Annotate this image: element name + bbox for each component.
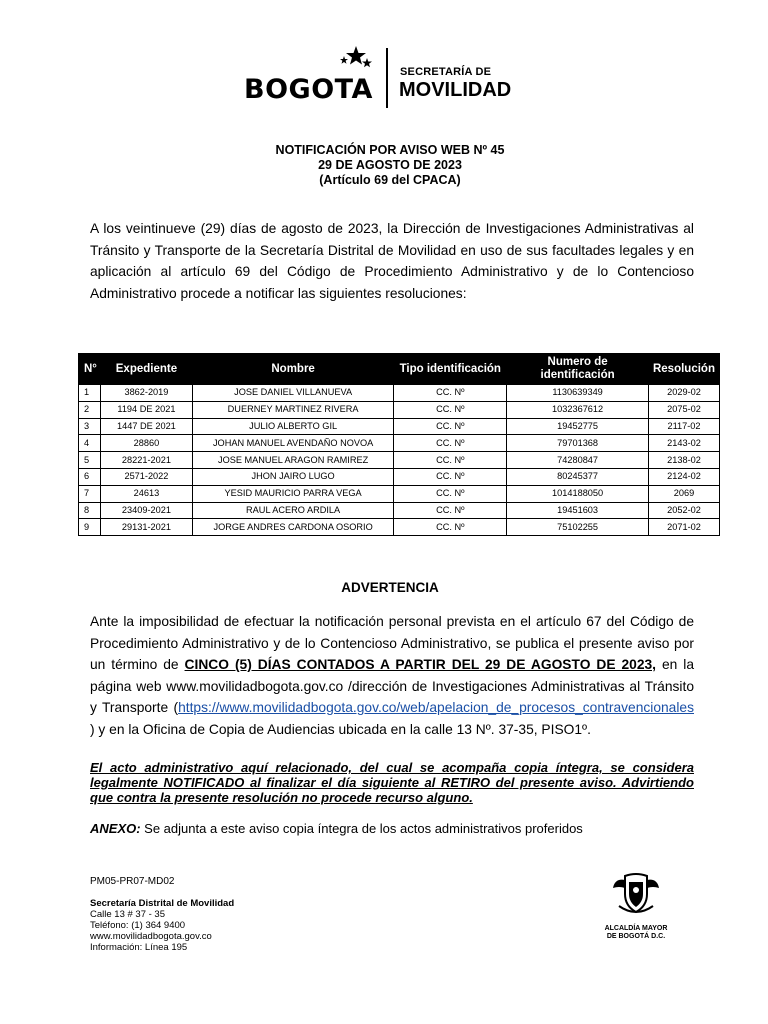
- cell-tipo-identificacion: CC. Nº: [394, 485, 507, 502]
- apelacion-link[interactable]: https://www.movilidadbogota.gov.co/web/apelacion_de_procesos_contravencionales: [178, 700, 694, 715]
- cell-expediente: 1194 DE 2021: [100, 401, 192, 418]
- table-row: [79, 401, 720, 418]
- alcaldia-line-1: ALCALDÍA MAYOR: [604, 925, 668, 932]
- cell-row-number: 8: [79, 502, 101, 519]
- table-row: [79, 485, 720, 502]
- footer-org: Secretaría Distrital de Movilidad: [90, 898, 235, 909]
- cell-resolucion: 2071-02: [648, 519, 719, 536]
- cell-resolucion: 2138-02: [648, 452, 719, 469]
- cell-expediente: 24613: [100, 485, 192, 502]
- advertencia-text-before: Ante la imposibilidad de efectuar la notificación personal prevista en el artículo 67 del Código de Procedimiento Administrativo y de lo Contencioso Administrativo, se publica el presente aviso por un término de: [90, 614, 694, 672]
- cell-numero-identificacion: 19452775: [507, 418, 649, 435]
- header-resolucion: Resolución: [648, 354, 719, 385]
- table-header-row: [79, 354, 720, 385]
- cell-nombre: YESID MAURICIO PARRA VEGA: [192, 485, 393, 502]
- stars-icon: [334, 44, 374, 84]
- cell-tipo-identificacion: CC. Nº: [394, 468, 507, 485]
- table-row: [79, 468, 720, 485]
- header-nombre: Nombre: [192, 354, 393, 385]
- footer-info-line: Información: Línea 195: [90, 942, 188, 953]
- alcaldia-line-2: DE BOGOTÁ D.C.: [606, 933, 666, 940]
- anexo-label: ANEXO:: [90, 821, 141, 836]
- cell-nombre: JHON JAIRO LUGO: [192, 468, 393, 485]
- cell-row-number: 6: [79, 468, 101, 485]
- cell-resolucion: 2143-02: [648, 435, 719, 452]
- cell-resolucion: 2029-02: [648, 385, 719, 402]
- footer-address: Calle 13 # 37 - 35: [90, 909, 165, 920]
- anexo-paragraph: [90, 818, 694, 840]
- table-row: [79, 418, 720, 435]
- cell-row-number: 2: [79, 401, 101, 418]
- logo-movilidad-text: MOVILIDAD: [399, 79, 512, 101]
- header-numero-identificacion: Numero de identificación: [507, 354, 649, 385]
- cell-tipo-identificacion: CC. Nº: [394, 401, 507, 418]
- cell-nombre: JORGE ANDRES CARDONA OSORIO: [192, 519, 393, 536]
- cell-numero-identificacion: 1014188050: [507, 485, 649, 502]
- footer-web: www.movilidadbogota.gov.co: [90, 931, 212, 942]
- table-row: [79, 502, 720, 519]
- cell-resolucion: 2069: [648, 485, 719, 502]
- logo-divider: [386, 48, 388, 108]
- cell-tipo-identificacion: CC. Nº: [394, 519, 507, 536]
- cell-tipo-identificacion: CC. Nº: [394, 435, 507, 452]
- advertencia-highlight: CINCO (5) DÍAS CONTADOS A PARTIR DEL 29 DE AGOSTO DE 2023,: [184, 657, 657, 672]
- table-row: [79, 452, 720, 469]
- document-code: PM05-PR07-MD02: [90, 876, 175, 887]
- title-line-3: (Artículo 69 del CPACA): [319, 173, 461, 187]
- cell-expediente: 2571-2022: [100, 468, 192, 485]
- cell-row-number: 9: [79, 519, 101, 536]
- title-line-1: NOTIFICACIÓN POR AVISO WEB Nº 45: [275, 143, 505, 157]
- bogota-movilidad-logo: [244, 44, 514, 110]
- advertencia-paragraph: [90, 611, 694, 740]
- cell-nombre: JULIO ALBERTO GIL: [192, 418, 393, 435]
- notice-paragraph: El acto administrativo aquí relacionado, del cual se acompaña copia íntegra, se considera legalmente NOTIFICADO al finalizar el día siguiente al RETIRO del presente aviso. Advirtiendo que contra la presente resolución no procede recurso alguno.: [90, 760, 694, 805]
- resolutions-table: [78, 353, 720, 536]
- cell-row-number: 3: [79, 418, 101, 435]
- cell-numero-identificacion: 1130639349: [507, 385, 649, 402]
- cell-resolucion: 2052-02: [648, 502, 719, 519]
- alcaldia-logo: [596, 872, 676, 941]
- cell-expediente: 3862-2019: [100, 385, 192, 402]
- cell-row-number: 5: [79, 452, 101, 469]
- header-number: N°: [79, 354, 101, 385]
- table-row: [79, 385, 720, 402]
- header-expediente: Expediente: [100, 354, 192, 385]
- cell-resolucion: 2075-02: [648, 401, 719, 418]
- cell-nombre: JOHAN MANUEL AVENDAÑO NOVOA: [192, 435, 393, 452]
- cell-expediente: 1447 DE 2021: [100, 418, 192, 435]
- cell-nombre: JOSE MANUEL ARAGON RAMIREZ: [192, 452, 393, 469]
- cell-tipo-identificacion: CC. Nº: [394, 502, 507, 519]
- cell-resolucion: 2117-02: [648, 418, 719, 435]
- title-line-2: 29 DE AGOSTO DE 2023: [318, 158, 462, 172]
- footer-contact: [90, 898, 234, 953]
- logo-bogota-text: BOGOTA: [244, 74, 373, 105]
- table-row: [79, 519, 720, 536]
- advertencia-text-after: ) y en la Oficina de Copia de Audiencias ubicada en la calle 13 Nº. 37-35, PISO1º.: [90, 721, 591, 737]
- document-title: [0, 143, 768, 188]
- cell-nombre: RAUL ACERO ARDILA: [192, 502, 393, 519]
- cell-row-number: 7: [79, 485, 101, 502]
- cell-nombre: JOSE DANIEL VILLANUEVA: [192, 385, 393, 402]
- intro-paragraph: A los veintinueve (29) días de agosto de 2023, la Dirección de Investigaciones Administrativas al Tránsito y Transporte de la Secretaría Distrital de Movilidad en uso de sus facultades legales y en aplicación al artículo 69 del Código de Procedimiento Administrativo y de lo Contencioso Administrativo procede a notificar las siguientes resoluciones:: [90, 221, 694, 301]
- cell-tipo-identificacion: CC. Nº: [394, 385, 507, 402]
- cell-expediente: 23409-2021: [100, 502, 192, 519]
- cell-tipo-identificacion: CC. Nº: [394, 452, 507, 469]
- cell-numero-identificacion: 80245377: [507, 468, 649, 485]
- cell-expediente: 28860: [100, 435, 192, 452]
- cell-row-number: 4: [79, 435, 101, 452]
- cell-numero-identificacion: 1032367612: [507, 401, 649, 418]
- cell-expediente: 28221-2021: [100, 452, 192, 469]
- footer-phone: Teléfono: (1) 364 9400: [90, 920, 186, 931]
- header-tipo-identificacion: Tipo identificación: [394, 354, 507, 385]
- cell-numero-identificacion: 19451603: [507, 502, 649, 519]
- cell-expediente: 29131-2021: [100, 519, 192, 536]
- coat-of-arms-icon: [611, 872, 661, 918]
- cell-numero-identificacion: 75102255: [507, 519, 649, 536]
- cell-row-number: 1: [79, 385, 101, 402]
- cell-numero-identificacion: 79701368: [507, 435, 649, 452]
- cell-nombre: DUERNEY MARTINEZ RIVERA: [192, 401, 393, 418]
- cell-tipo-identificacion: CC. Nº: [394, 418, 507, 435]
- table-row: [79, 435, 720, 452]
- cell-numero-identificacion: 74280847: [507, 452, 649, 469]
- advertencia-title: ADVERTENCIA: [341, 580, 439, 595]
- anexo-text: Se adjunta a este aviso copia íntegra de los actos administrativos proferidos: [140, 821, 583, 836]
- advertencia-text-middle: en la página web www.movilidadbogota.gov.co /dirección de Investigaciones Administrativas al Tránsito y Transporte (: [90, 657, 694, 715]
- logo-secretaria-text: SECRETARÍA DE: [400, 66, 492, 78]
- cell-resolucion: 2124-02: [648, 468, 719, 485]
